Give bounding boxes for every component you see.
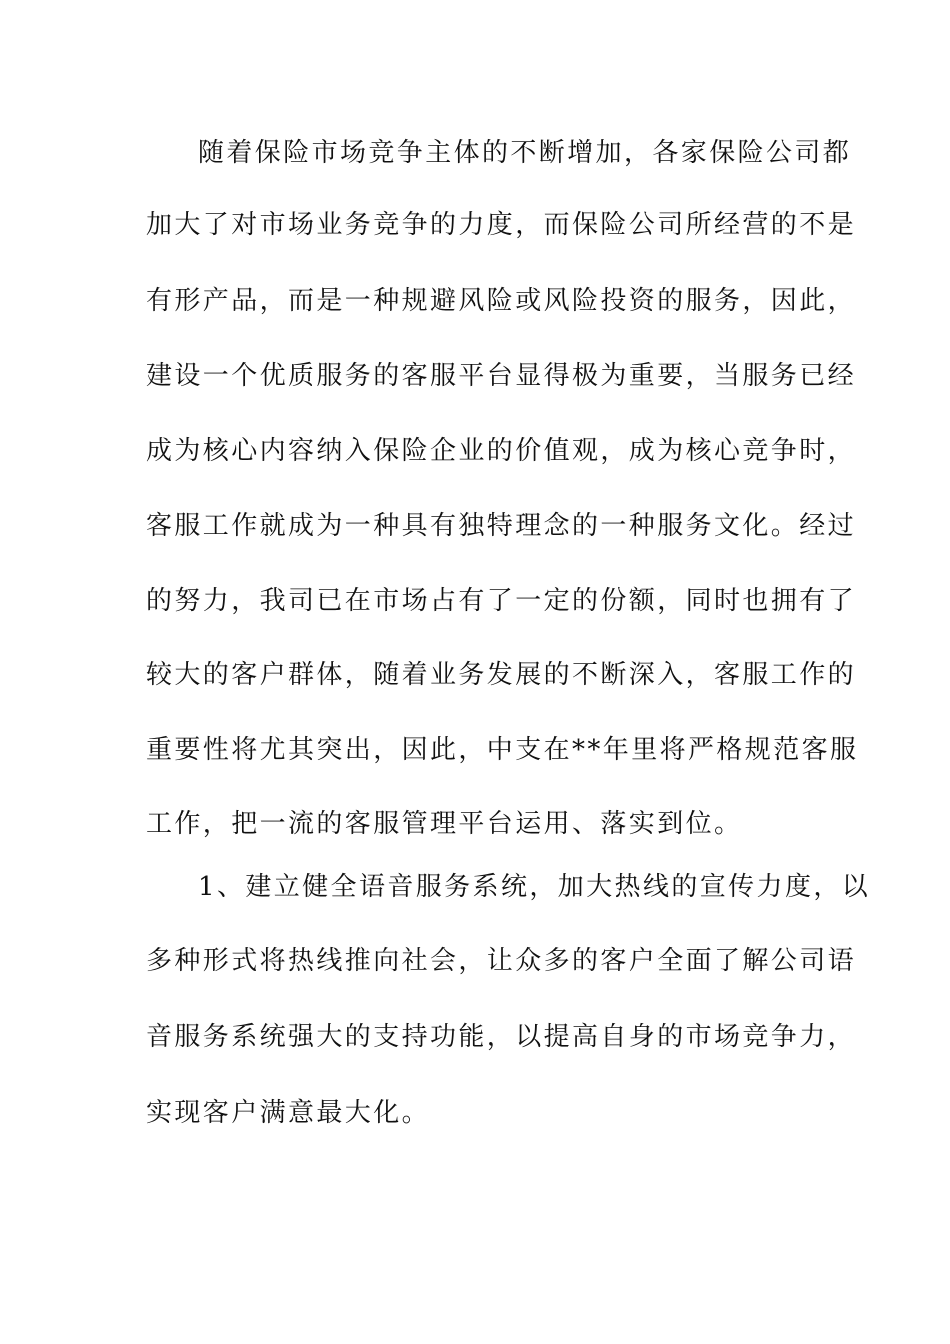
paragraph-1-line-1: 随着保险市场竞争主体的不断增加，各家保险公司都 xyxy=(198,138,852,168)
paragraph-1-line-5: 成为核心内容纳入保险企业的价值观，成为核心竞争时， xyxy=(146,436,857,466)
paragraph-1-line-3: 有形产品，而是一种规避风险或风险投资的服务，因此， xyxy=(146,286,857,316)
paragraph-1-line-4: 建设一个优质服务的客服平台显得极为重要，当服务已经 xyxy=(146,361,857,391)
paragraph-2-line-3: 音服务系统强大的支持功能，以提高自身的市场竞争力， xyxy=(146,1022,857,1052)
paragraph-1-line-10: 工作，把一流的客服管理平台运用、落实到位。 xyxy=(146,809,743,839)
paragraph-2-line-4: 实现客户满意最大化。 xyxy=(146,1098,431,1128)
paragraph-2-line-1: 1、建立健全语音服务系统，加大热线的宣传力度，以 xyxy=(198,872,871,902)
paragraph-1-line-6: 客服工作就成为一种具有独特理念的一种服务文化。经过 xyxy=(146,511,857,541)
paragraph-1-line-9: 重要性将尤其突出，因此，中支在**年里将严格规范客服 xyxy=(146,735,859,765)
paragraph-1-line-7: 的努力，我司已在市场占有了一定的份额，同时也拥有了 xyxy=(146,586,857,616)
paragraph-1-line-8: 较大的客户群体，随着业务发展的不断深入，客服工作的 xyxy=(146,660,857,690)
paragraph-2-line-2: 多种形式将热线推向社会，让众多的客户全面了解公司语 xyxy=(146,946,857,976)
paragraph-1-line-2: 加大了对市场业务竞争的力度，而保险公司所经营的不是 xyxy=(146,210,857,240)
